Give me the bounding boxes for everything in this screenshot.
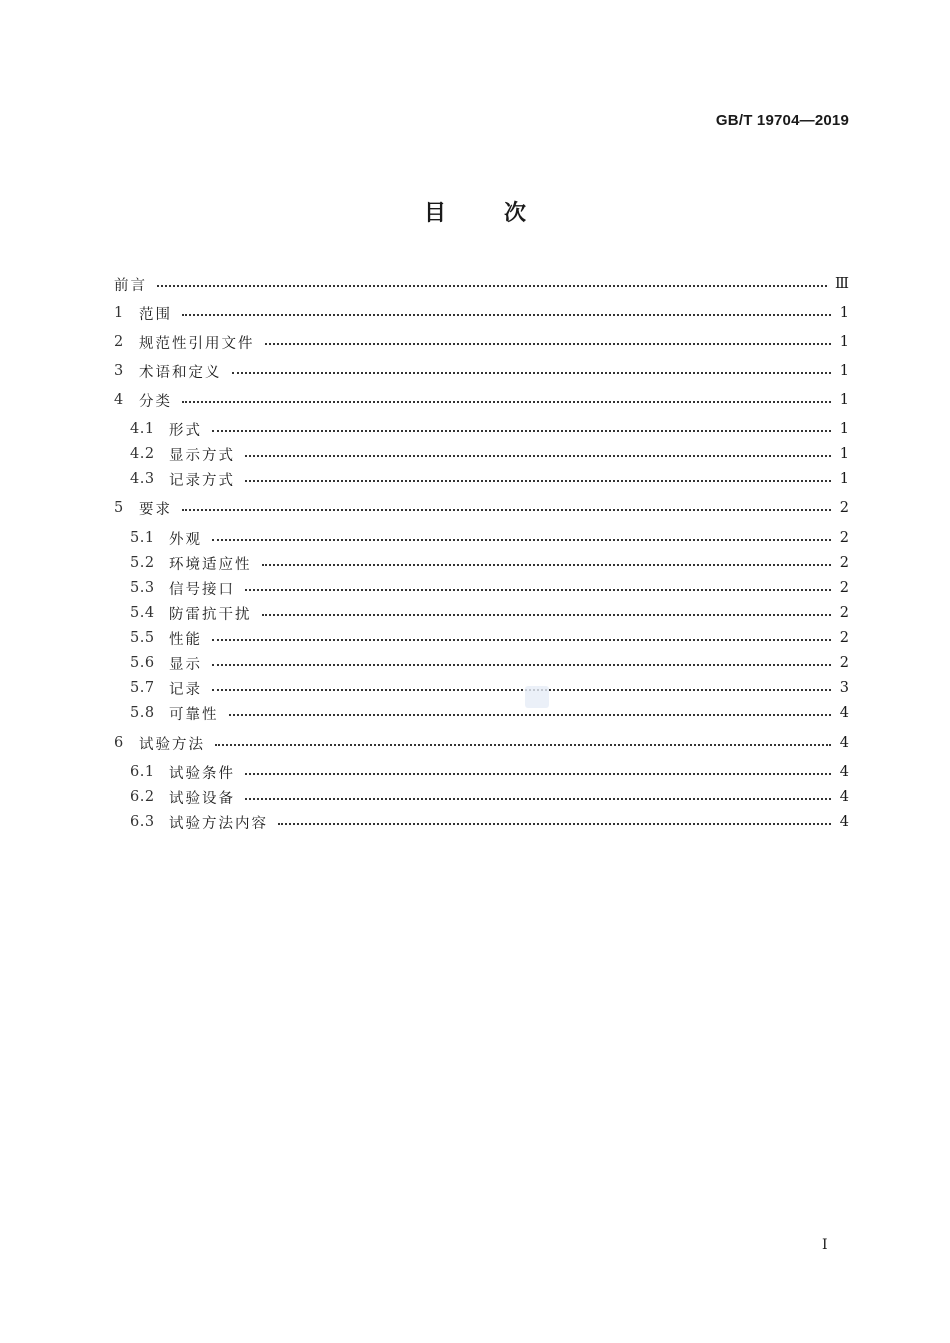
toc-entry-label: 外观 (169, 531, 202, 548)
toc-entry-page: 1 (839, 446, 849, 462)
toc-entry-4-1[interactable] (130, 417, 849, 441)
toc-entry-foreword[interactable] (114, 272, 849, 296)
dot-leader (212, 664, 831, 666)
toc-entry-label: 要求 (139, 501, 172, 518)
toc-entry-label: 术语和定义 (139, 364, 222, 381)
toc-entry-number: 1 (114, 305, 124, 321)
toc-entry-5-1[interactable] (130, 526, 849, 550)
toc-entry-3[interactable] (114, 359, 849, 383)
toc-title-char-2: 次 (504, 201, 527, 226)
toc-entry-2[interactable] (114, 330, 849, 354)
toc-entry-label: 试验方法 (139, 736, 205, 753)
watermark-mark (525, 686, 549, 708)
toc-entry-label: 试验条件 (169, 765, 235, 782)
toc-entry-number: 5.8 (130, 705, 155, 721)
toc-entry-page: 2 (839, 580, 849, 596)
dot-leader (245, 455, 831, 457)
toc-entry-page: 1 (839, 334, 849, 350)
toc-entry-page: Ⅲ (835, 276, 849, 292)
toc-entry-5-2[interactable] (130, 551, 849, 575)
dot-leader (215, 744, 831, 746)
toc-entry-label: 分类 (139, 393, 172, 410)
toc-entry-page: 1 (839, 392, 849, 408)
toc-entry-number: 5.3 (130, 580, 155, 596)
dot-leader (157, 285, 827, 287)
toc-entry-page: 2 (839, 500, 849, 516)
toc-entry-number: 4.2 (130, 446, 155, 462)
dot-leader (212, 689, 831, 691)
dot-leader (245, 589, 831, 591)
document-code: GB/T 19704—2019 (715, 112, 849, 129)
toc-entry-label: 试验方法内容 (169, 815, 268, 832)
toc-entry-number: 2 (114, 334, 124, 350)
toc-entry-5-6[interactable] (130, 651, 849, 675)
toc-entry-number: 5.4 (130, 605, 155, 621)
toc-entry-label: 记录 (169, 681, 202, 698)
toc-entry-label: 规范性引用文件 (139, 335, 255, 352)
toc-entry-number: 4.3 (130, 471, 155, 487)
toc-entry-page: 4 (839, 814, 849, 830)
toc-entry-page: 3 (839, 680, 849, 696)
dot-leader (262, 614, 832, 616)
toc-entry-number: 3 (114, 363, 124, 379)
toc-entry-number: 5.1 (130, 530, 155, 546)
toc-entry-number: 5.6 (130, 655, 155, 671)
toc-entry-number: 6.1 (130, 764, 155, 780)
toc-entry-label: 性能 (169, 631, 202, 648)
toc-entry-page: 4 (839, 764, 849, 780)
dot-leader (182, 314, 831, 316)
dot-leader (278, 823, 831, 825)
toc-entry-page: 4 (839, 735, 849, 751)
toc-entry-label: 显示 (169, 656, 202, 673)
dot-leader (182, 509, 831, 511)
toc-entry-4-2[interactable] (130, 442, 849, 466)
toc-entry-6-1[interactable] (130, 760, 849, 784)
toc-entry-label: 前言 (114, 277, 147, 294)
dot-leader (262, 564, 832, 566)
toc-entry-number: 6 (114, 735, 124, 751)
toc-entry-4[interactable] (114, 388, 849, 412)
toc-entry-number: 5.5 (130, 630, 155, 646)
dot-leader (212, 639, 831, 641)
dot-leader (182, 401, 831, 403)
toc-entry-6[interactable] (114, 731, 849, 755)
toc-entry-label: 信号接口 (169, 581, 235, 598)
toc-entry-page: 2 (839, 605, 849, 621)
toc-entry-page: 1 (839, 305, 849, 321)
toc-entry-5-4[interactable] (130, 601, 849, 625)
toc-entry-5-8[interactable] (130, 701, 849, 725)
toc-entry-6-3[interactable] (130, 810, 849, 834)
dot-leader (212, 539, 831, 541)
toc-entry-number: 6.3 (130, 814, 155, 830)
toc-entry-number: 4 (114, 392, 124, 408)
toc-entry-page: 1 (839, 471, 849, 487)
toc-entry-number: 6.2 (130, 789, 155, 805)
toc-entry-5-3[interactable] (130, 576, 849, 600)
dot-leader (212, 430, 831, 432)
dot-leader (265, 343, 832, 345)
toc-entry-page: 2 (839, 555, 849, 571)
toc-entry-label: 防雷抗干扰 (169, 606, 252, 623)
toc-entry-page: 2 (839, 530, 849, 546)
toc-entry-label: 可靠性 (169, 706, 219, 723)
toc-entry-label: 环境适应性 (169, 556, 252, 573)
toc-entry-4-3[interactable] (130, 467, 849, 491)
toc-entry-label: 记录方式 (169, 472, 235, 489)
dot-leader (245, 480, 831, 482)
toc-entry-label: 试验设备 (169, 790, 235, 807)
toc-entry-page: 1 (839, 421, 849, 437)
toc-entry-page: 4 (839, 789, 849, 805)
page-number: I (822, 1237, 828, 1253)
dot-leader (232, 372, 832, 374)
toc-entry-5-7[interactable] (130, 676, 849, 700)
toc-entry-label: 范围 (139, 306, 172, 323)
toc-entry-1[interactable] (114, 301, 849, 325)
toc-entry-number: 5 (114, 500, 124, 516)
toc-entry-page: 2 (839, 630, 849, 646)
toc-entry-number: 5.2 (130, 555, 155, 571)
toc-entry-5-5[interactable] (130, 626, 849, 650)
toc-title-char-1: 目 (423, 201, 446, 226)
toc-entry-page: 2 (839, 655, 849, 671)
dot-leader (245, 798, 831, 800)
toc-entry-label: 形式 (169, 422, 202, 439)
dot-leader (245, 773, 831, 775)
toc-entry-number: 4.1 (130, 421, 155, 437)
toc-entry-6-2[interactable] (130, 785, 849, 809)
toc-entry-number: 5.7 (130, 680, 155, 696)
toc-entry-page: 4 (839, 705, 849, 721)
toc-entry-5[interactable] (114, 496, 849, 520)
toc-title (0, 196, 950, 227)
dot-leader (229, 714, 832, 716)
toc-entry-label: 显示方式 (169, 447, 235, 464)
toc-entry-page: 1 (839, 363, 849, 379)
